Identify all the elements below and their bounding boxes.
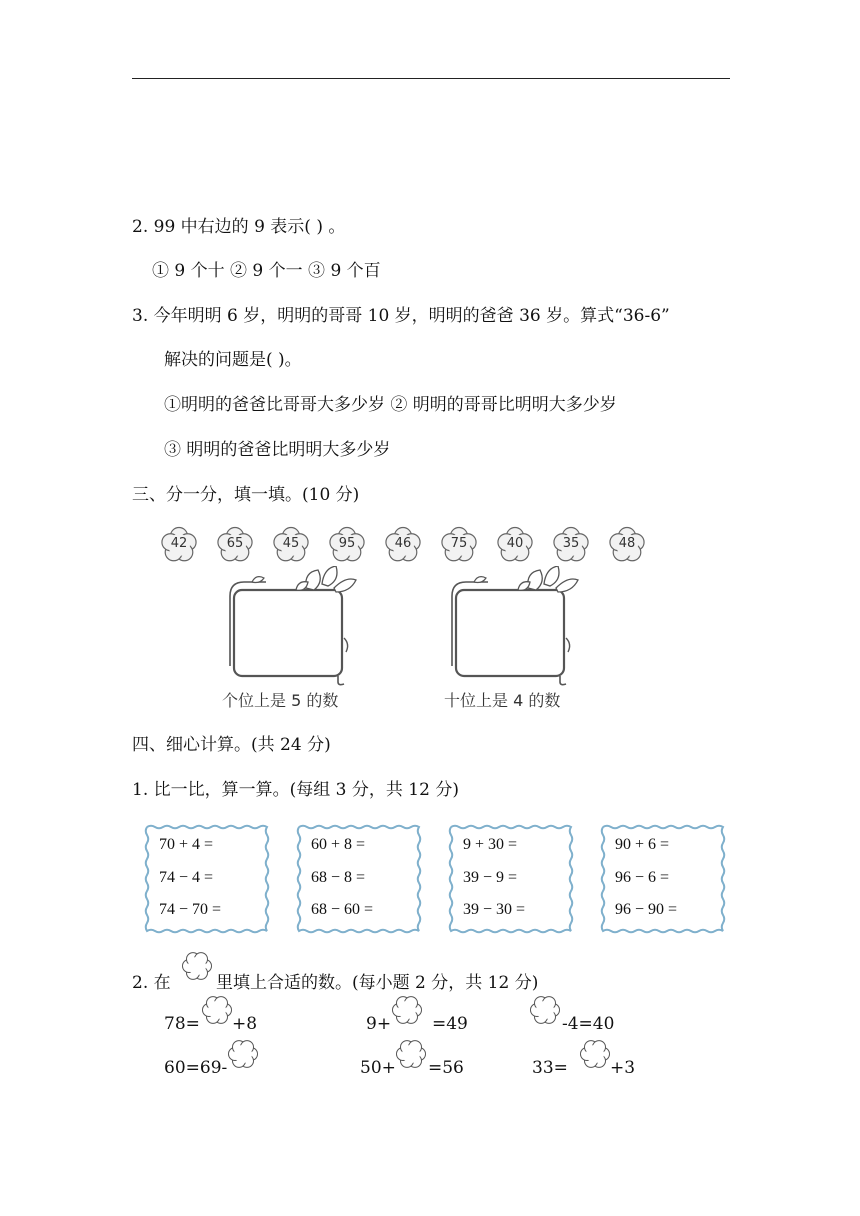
fill-c-right: -4=40 <box>562 1014 615 1034</box>
frame-label-tens-4: 十位上是 4 的数 <box>444 691 561 710</box>
fill-d-left: 60=69- <box>164 1058 228 1078</box>
equation: 68 − 60 = <box>311 901 374 918</box>
flower-number: 65 <box>226 536 244 551</box>
answer-frame-tens-4[interactable] <box>448 566 588 686</box>
fill-e-left: 50+ <box>360 1058 396 1078</box>
flower-number: 45 <box>282 536 300 551</box>
equation: 70 + 4 = <box>159 836 214 853</box>
flower-number: 35 <box>562 536 580 551</box>
calc-group-1 <box>143 823 271 935</box>
flower-icon <box>384 526 422 564</box>
equation: 9 + 30 = <box>463 836 518 853</box>
equation: 60 + 8 = <box>311 836 366 853</box>
equation: 96 − 90 = <box>615 901 678 918</box>
flower-number: 75 <box>450 536 468 551</box>
equation: 90 + 6 = <box>615 836 670 853</box>
flower-number: 40 <box>506 536 524 551</box>
cloud-blank-input[interactable] <box>200 994 234 1030</box>
equation: 74 − 70 = <box>159 901 222 918</box>
fill-a-left: 78= <box>164 1014 200 1034</box>
flower-icon <box>440 526 478 564</box>
question-3-line2: 解决的问题是( )。 <box>164 350 302 370</box>
equation: 68 − 8 = <box>311 869 366 886</box>
fill-b-right: =49 <box>432 1014 468 1034</box>
equation: 39 − 30 = <box>463 901 526 918</box>
flower-icon <box>272 526 310 564</box>
equation: 39 − 9 = <box>463 869 518 886</box>
flower-number: 48 <box>618 536 636 551</box>
calc-group-4 <box>599 823 727 935</box>
calc-group-2 <box>295 823 423 935</box>
flower-number-row <box>160 526 660 570</box>
flower-icon <box>216 526 254 564</box>
cloud-icon <box>180 950 214 986</box>
section-4-title: 四、细心计算。(共 24 分) <box>132 735 331 755</box>
flower-icon <box>496 526 534 564</box>
flower-icon <box>552 526 590 564</box>
question-3-options-1-2: ①明明的爸爸比哥哥大多少岁 ② 明明的哥哥比明明大多少岁 <box>164 395 617 415</box>
fill-b-left: 9+ <box>366 1014 392 1034</box>
fill-f-left: 33= <box>532 1058 568 1078</box>
answer-frame-ones-5[interactable] <box>226 566 366 686</box>
cloud-blank-input[interactable] <box>394 1038 428 1074</box>
flower-icon <box>160 526 198 564</box>
question-2-title: 2. 99 中右边的 9 表示( ) 。 <box>132 217 346 237</box>
equation: 96 − 6 = <box>615 869 670 886</box>
frame-label-ones-5: 个位上是 5 的数 <box>222 691 339 710</box>
calc-group-3 <box>447 823 575 935</box>
top-rule <box>132 78 730 79</box>
cloud-blank-input[interactable] <box>528 994 562 1030</box>
question-3-option-3: ③ 明明的爸爸比明明大多少岁 <box>164 440 391 460</box>
question-3-line1: 3. 今年明明 6 岁，明明的哥哥 10 岁，明明的爸爸 36 岁。算式“36-6” <box>132 306 670 326</box>
fill-e-right: =56 <box>428 1058 464 1078</box>
cloud-blank-input[interactable] <box>390 994 424 1030</box>
fill-f-right: +3 <box>610 1058 636 1078</box>
equation: 74 − 4 = <box>159 869 214 886</box>
flower-icon <box>608 526 646 564</box>
question-2-options: ① 9 个十 ② 9 个一 ③ 9 个百 <box>152 261 381 281</box>
section-3-title: 三、分一分，填一填。(10 分) <box>132 485 360 505</box>
flower-icon <box>328 526 366 564</box>
fill-a-right: +8 <box>232 1014 258 1034</box>
flower-number: 42 <box>170 536 188 551</box>
cloud-blank-input[interactable] <box>226 1038 260 1074</box>
flower-number: 46 <box>394 536 412 551</box>
section-4-sub2-suffix: 里填上合适的数。(每小题 2 分，共 12 分) <box>216 973 539 993</box>
section-4-sub2-prefix: 2. 在 <box>132 973 171 993</box>
cloud-blank-input[interactable] <box>578 1038 612 1074</box>
section-4-sub1: 1. 比一比，算一算。(每组 3 分，共 12 分) <box>132 780 459 800</box>
flower-number: 95 <box>338 536 356 551</box>
